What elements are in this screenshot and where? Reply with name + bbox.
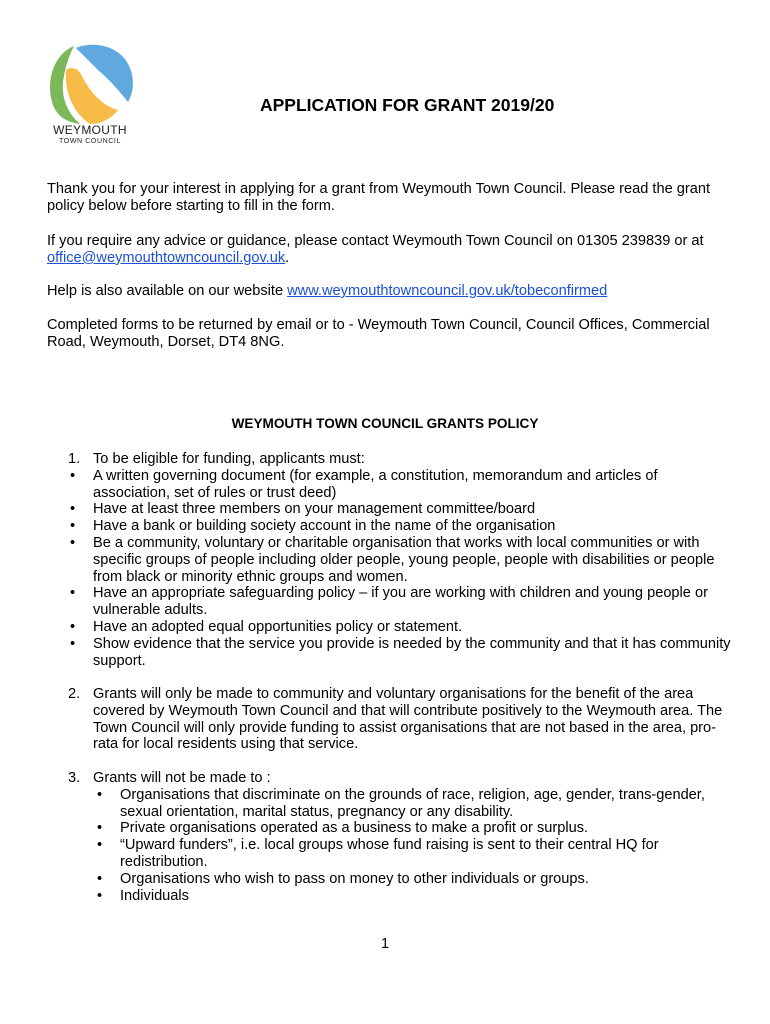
section-2-number: 2.: [68, 686, 81, 702]
list-item: Organisations who wish to pass on money to other individuals or groups.: [120, 871, 589, 887]
page-number: 1: [380, 936, 390, 952]
list-item: Show evidence that the service you provide is needed by the community and that it has community support.: [93, 636, 731, 669]
section-1-text: To be eligible for funding, applicants must:: [93, 451, 365, 467]
policy-title: WEYMOUTH TOWN COUNCIL GRANTS POLICY: [231, 416, 539, 431]
list-item: Private organisations operated as a business to make a profit or surplus.: [120, 820, 589, 836]
bullet-icon: •: [70, 585, 76, 601]
section-3-number: 3.: [68, 770, 81, 786]
list-item: Organisations that discriminate on the grounds of race, religion, age, gender, trans-gender, sexual orientation, marital status, pregnancy or any disability.: [120, 787, 705, 820]
website-link[interactable]: www.weymouthtowncouncil.gov.uk/tobeconfirmed: [287, 283, 608, 299]
contact-text-end: .: [285, 249, 290, 266]
bullet-icon: •: [97, 787, 103, 803]
list-item: Have at least three members on your management committee/board: [93, 501, 536, 517]
bullet-icon: •: [97, 820, 103, 836]
bullet-icon: •: [70, 619, 76, 635]
section-1-number: 1.: [68, 451, 81, 467]
bullet-icon: •: [97, 888, 103, 904]
list-item: Be a community, voluntary or charitable organisation that works with local communities or with specific groups of people including older people, young people, people with disabilities or people from black or minority ethnic groups and women.: [93, 535, 715, 585]
return-address-paragraph: Completed forms to be returned by email or to - Weymouth Town Council, Council Offices, Commercial Road, Weymouth, Dorset, DT4 8NG.: [47, 317, 710, 350]
website-paragraph: [47, 283, 737, 300]
website-text: Help is also available on our website: [47, 283, 288, 299]
list-item: Have an appropriate safeguarding policy – if you are working with children and young people or vulnerable adults.: [93, 585, 708, 618]
list-item: A written governing document (for example, a constitution, memorandum and articles of association, set of rules or trust deed): [93, 468, 658, 501]
contact-paragraph: [47, 233, 737, 267]
bullet-icon: •: [70, 636, 76, 652]
bullet-icon: •: [70, 468, 76, 484]
list-item: “Upward funders”, i.e. local groups whose fund raising is sent to their central HQ for redistribution.: [120, 837, 659, 870]
bullet-icon: •: [97, 871, 103, 887]
logo-text-weymouth: WEYMOUTH: [53, 123, 127, 137]
section-2-text: Grants will only be made to community and voluntary organisations for the benefit of the area covered by Weymouth Town Council and that will contribute positively to the Weymouth area. The Town Council will only provide funding to assist organisations that are not based in the area, pro-rata for local residents using that service.: [93, 686, 723, 753]
bullet-icon: •: [70, 535, 76, 551]
bullet-icon: •: [97, 837, 103, 853]
contact-text: If you require any advice or guidance, please contact Weymouth Town Council on 01305 239839 or at: [47, 233, 704, 249]
page-title: APPLICATION FOR GRANT 2019/20: [260, 95, 555, 115]
intro-paragraph: Thank you for your interest in applying for a grant from Weymouth Town Council. Please read the grant policy below before starting to fill in the form.: [47, 181, 711, 214]
office-email-link[interactable]: office@weymouthtowncouncil.gov.uk: [47, 249, 286, 266]
list-item: Have an adopted equal opportunities policy or statement.: [93, 619, 463, 635]
bullet-icon: •: [70, 518, 76, 534]
bullet-icon: •: [70, 501, 76, 517]
list-item: Have a bank or building society account in the name of the organisation: [93, 518, 556, 534]
section-3-text: Grants will not be made to :: [93, 770, 271, 786]
list-item: Individuals: [120, 888, 189, 904]
logo-text-town-council: TOWN COUNCIL: [59, 138, 121, 145]
